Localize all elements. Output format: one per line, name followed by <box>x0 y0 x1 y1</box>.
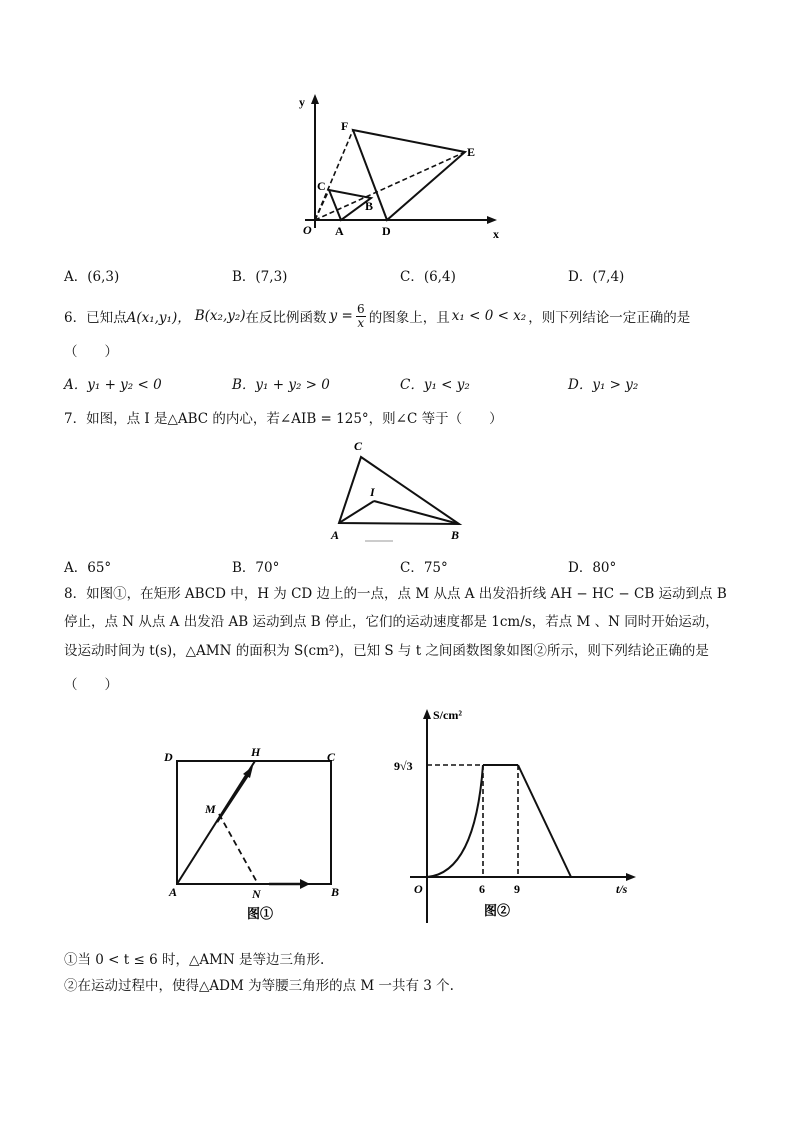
q5-figure <box>285 90 515 250</box>
q7-choice-b[interactable]: B．70° <box>232 560 280 576</box>
segment-ah <box>177 761 255 884</box>
q7-label-i: I <box>370 485 375 499</box>
fig2-xlabel: t/s <box>616 882 628 896</box>
q6-end: ，则下列结论一定正确的是 <box>528 310 691 326</box>
fig1-label-b: B <box>331 885 340 899</box>
label-a: A <box>335 224 344 238</box>
q6-func-y: y = <box>329 308 353 324</box>
q5-choice-d[interactable]: D．(7,4) <box>568 269 625 285</box>
label-d: D <box>382 224 391 238</box>
q7-choice-c[interactable]: C．75° <box>400 560 448 576</box>
label-f: F <box>341 119 349 133</box>
q7-label-a: A <box>331 528 340 542</box>
q8-line-3: 设运动时间为 t(s)，△AMN 的面积为 S(cm²)，已知 S 与 t 之间函数图象如图②所示，则下列结论正确的是 <box>64 643 709 659</box>
fig1-label-m: M <box>205 802 216 816</box>
fig2-ylabel: S/cm² <box>433 708 462 722</box>
q8-line-2: 停止，点 N 从点 A 出发沿 AB 运动到点 B 停止，它们的运动速度都是 1cm/s，若点 M 、N 同时开始运动， <box>64 614 719 630</box>
q5-choice-c[interactable]: C．(6,4) <box>400 269 456 285</box>
decline <box>518 765 571 877</box>
fig2-origin: O <box>414 882 423 896</box>
q6-choice-c[interactable]: C．y₁ < y₂ <box>400 377 470 393</box>
curve-quadratic <box>427 765 483 877</box>
fig1-caption: 图① <box>247 906 274 921</box>
y-axis-arrow <box>311 94 319 104</box>
arrow-n-head <box>300 879 310 889</box>
q7-label-b: B <box>451 528 460 542</box>
label-x: x <box>493 227 499 241</box>
q8-figure-1 <box>155 738 355 928</box>
fig1-label-c: C <box>327 750 336 764</box>
q8-line-1: 8．如图①，在矩形 ABCD 中，H 为 CD 边上的一点，点 M 从点 A 出发沿折线 AH − HC − CB 运动到点 B <box>64 586 727 602</box>
q7-choice-d[interactable]: D．80° <box>568 560 617 576</box>
q8-paren: （ ） <box>64 677 118 693</box>
label-y: y <box>299 95 305 109</box>
fig1-label-n: N <box>252 887 261 901</box>
q6-number: 6．已知点 <box>64 310 127 326</box>
fig2-caption: 图② <box>484 903 511 918</box>
label-e: E <box>467 145 476 159</box>
q7-label-c: C <box>354 439 363 453</box>
t-axis-arrow <box>626 873 636 881</box>
x-axis-arrow <box>487 216 497 224</box>
rectangle-abcd <box>177 761 331 884</box>
triangle-abc-q7 <box>339 457 459 524</box>
dashed-mn <box>219 814 258 884</box>
label-c: C <box>317 179 326 193</box>
q5-choice-a[interactable]: A．(6,3) <box>64 269 120 285</box>
fig1-label-d: D <box>164 750 173 764</box>
fig1-label-h: H <box>251 745 261 759</box>
q8-figure-2 <box>390 703 650 928</box>
q6-condition: x₁ < 0 < x₂ <box>451 308 527 324</box>
q6-fraction-den: x <box>357 315 365 330</box>
q6-stem <box>64 300 690 332</box>
label-o: O <box>303 223 312 237</box>
dashed-oc <box>315 190 329 220</box>
q6-choice-b[interactable]: B．y₁ + y₂ > 0 <box>232 377 330 393</box>
dashed-oe <box>315 152 465 220</box>
q6-choice-d[interactable]: D．y₁ > y₂ <box>568 377 639 393</box>
q7-stem: 7．如图，点 I 是△ABC 的内心，若∠AIB = 125°，则∠C 等于（ ） <box>64 411 503 427</box>
q6-point-a: A(x₁,y₁)， <box>126 310 191 326</box>
dashed-of <box>315 130 353 220</box>
fig2-tick-9: 9 <box>514 882 520 896</box>
segment-ib <box>374 501 459 524</box>
q5-choice-b[interactable]: B．(7,3) <box>232 269 288 285</box>
q6-tail: 的图象上，且 <box>368 310 450 326</box>
q7-choice-a[interactable]: A．65° <box>64 560 112 576</box>
fig2-tick-6: 6 <box>479 882 485 896</box>
q6-fraction-num: 6 <box>356 301 365 316</box>
label-b: B <box>365 199 374 213</box>
q6-paren: （ ） <box>64 344 118 360</box>
arrow-m-shaft <box>217 772 250 822</box>
q7-figure <box>325 435 470 547</box>
s-axis-arrow <box>423 709 431 719</box>
fig2-ytick: 9√3 <box>394 759 413 773</box>
q8-statement-2: ②在运动过程中，使得△ADM 为等腰三角形的点 M 一共有 3 个. <box>64 978 454 994</box>
fig1-label-a: A <box>169 885 178 899</box>
q6-fraction <box>356 303 366 330</box>
q6-choice-a[interactable]: A．y₁ + y₂ < 0 <box>64 377 162 393</box>
q6-mid: 在反比例函数 <box>245 310 327 326</box>
q6-point-b: B(x₂,y₂) <box>194 308 246 324</box>
q8-statement-1: ①当 0 < t ≤ 6 时，△AMN 是等边三角形. <box>64 952 325 968</box>
